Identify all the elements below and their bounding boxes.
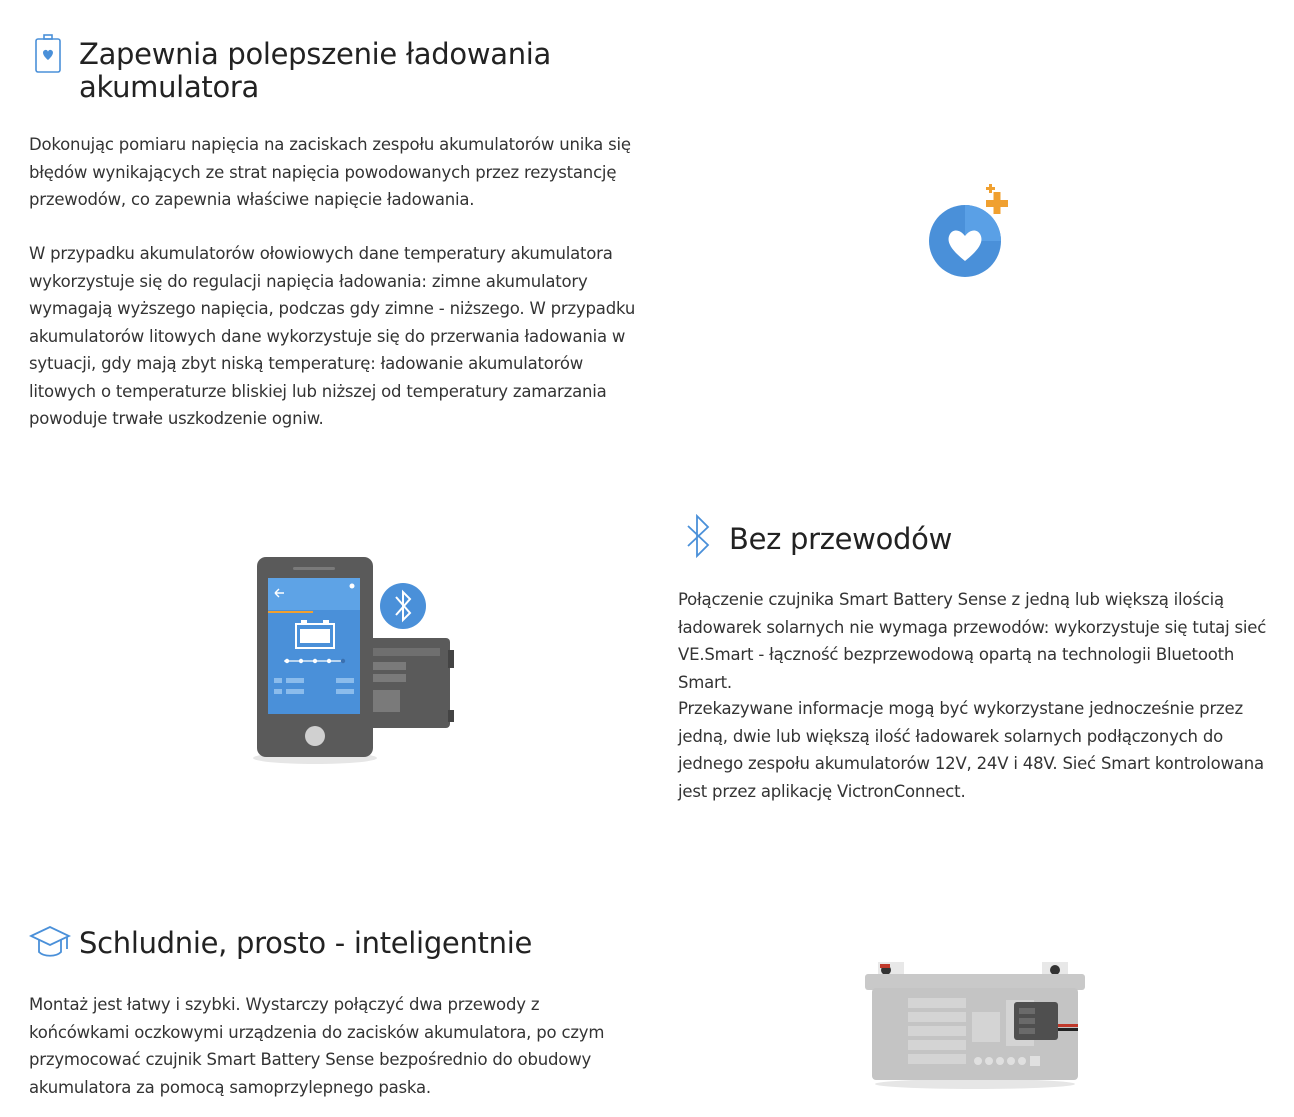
section1-paragraph2: W przypadku akumulatorów ołowiowych dane temperatury akumulatora wykorzystuje się do regulacji napięcia ładowania: zimne akumulatory wymagają wyższego napięcia, podczas gdy zimne - niższego. W przypadku akumulatorów litowych dane wykorzystuje się do przerwania ładowania w sytuacji, gdy mają zbyt niską temperaturę: ładowanie akumulatorów litowych o temperaturze bliskiej lub niższej od temperatury zamarzania powoduje trwałe uszkodzenie ogniw. [29, 244, 636, 428]
section3-title: Schludnie, prosto - inteligentnie [79, 926, 532, 960]
section1-heading [34, 34, 634, 104]
section2-paragraph2: Przekazywane informacje mogą być wykorzystane jednocześnie przez jedną, dwie lub większą ilość ładowarek solarnych podłączonych do jednego zespołu akumulatorów 12V, 24V i 48V. Sieć Smart kontrolowana jest przez aplikację VictronConnect. [678, 699, 1264, 801]
section2-heading [684, 514, 1264, 563]
section2-paragraph1: Połączenie czujnika Smart Battery Sense z jedną lub większą ilością ładowarek solarnych nie wymaga przewodów: wykorzystuje się tutaj sieć VE.Smart - łączność bezprzewodową opartą na technologii Bluetooth Smart. [678, 590, 1267, 692]
section3-paragraph1: Montaż jest łatwy i szybki. Wystarczy połączyć dwa przewody z końcówkami oczkowymi urządzenia do zacisków akumulatora, po czym przymocować czujnik Smart Battery Sense bezpośrednio do obudowy akumulatora za pomocą samoprzylepnego paska. [29, 995, 605, 1097]
graduation-cap-icon [29, 922, 79, 967]
phone-bluetooth-illustration [250, 550, 470, 775]
heart-plus-icon [920, 182, 1020, 287]
section3-heading [29, 922, 649, 967]
bluetooth-icon [684, 514, 724, 563]
section2-title: Bez przewodów [729, 522, 953, 556]
battery-sensor-illustration [862, 960, 1088, 1095]
battery-heart-icon [34, 34, 74, 79]
section1-title: Zapewnia polepszenie ładowania akumulatora [79, 37, 552, 104]
section1-paragraph1: Dokonując pomiaru napięcia na zaciskach zespołu akumulatorów unika się błędów wynikających ze strat napięcia powodowanych przez rezystancję przewodów, co zapewnia właściwe napięcie ładowania. [29, 135, 631, 209]
